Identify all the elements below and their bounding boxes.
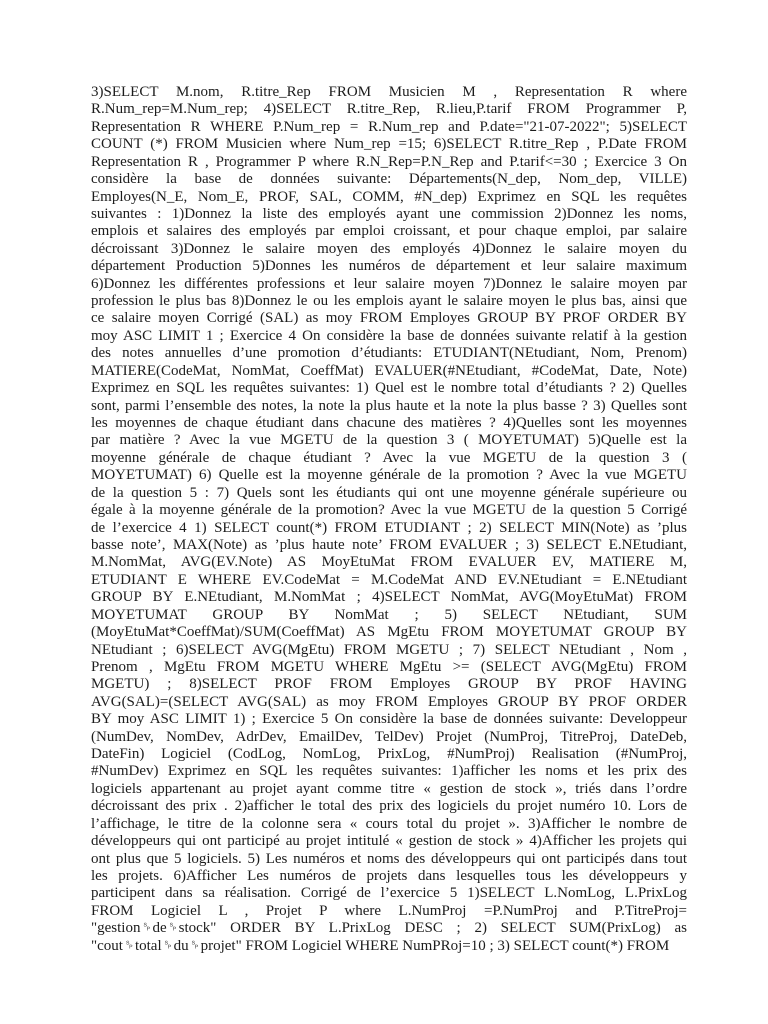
text-line: Representation R WHERE P.Num_rep = R.Num_rep and P.date="21-07-2022"; 5)SELECT (91, 118, 687, 135)
text-line: DateFin) Logiciel (CodLog, NomLog, PrixLog, #NumProj) Realisation (#NumProj, (91, 746, 687, 763)
text-line: Exprimez en SQL les requêtes suivantes: 1) Quel est le nombre total d’étudiants ? 2) Quelles (91, 380, 687, 397)
text-line: MGETU) ; 8)SELECT PROF FROM Employes GROUP BY PROF HAVING (91, 676, 687, 693)
text-line: R.Num_rep=M.Num_rep; 4)SELECT R.titre_Rep, R.lieu,P.tarif FROM Programmer P, (91, 101, 687, 118)
text-line: moy ASC LIMIT 1 ; Exercice 4 On considère la base de données suivante relatif à la gestion (91, 327, 687, 344)
text-line: 3)SELECT M.nom, R.titre_Rep FROM Musicien M , Representation R where (91, 84, 687, 100)
text-line: basse note’, MAX(Note) as ’plus haute note’ FROM EVALUER ; 3) SELECT E.NEtudiant, (91, 536, 687, 553)
text-line: les projets. 6)Afficher Les numéros de projets dans lesquelles tous les développeurs y (91, 867, 687, 884)
text-line: FROM Logiciel L , Projet P where L.NumProj =P.NumProj and P.TitreProj= (91, 902, 687, 919)
text-line: considère la base de données suivante: Départements(N_dep, Nom_dep, VILLE) (91, 171, 687, 188)
text-line: (NumDev, NomDev, AdrDev, EmailDev, TelDev) Projet (NumProj, TitreProj, DateDeb, (91, 728, 687, 745)
text-line: développeurs qui ont participé au projet intitulé « gestion de stock » 4)Afficher les projets qui (91, 833, 687, 850)
text-line: NEtudiant ; 6)SELECT AVG(MgEtu) FROM MGETU ; 7) SELECT NEtudiant , Nom , (91, 641, 687, 658)
text-line: par matière ? Avec la vue MGETU de la question 3 ( MOYETUMAT) 5)Quelle est la (91, 432, 687, 449)
text-line: Prenom , MgEtu FROM MGETU WHERE MgEtu >= (SELECT AVG(MgEtu) FROM (91, 658, 687, 675)
text-line: MATIERE(CodeMat, NomMat, CoeffMat) EVALUER(#NEtudiant, #CodeMat, Date, Note) (91, 362, 687, 379)
text-line: des notes annuelles d’une promotion d’étudiants: ETUDIANT(NEtudiant, Nom, Prenom) (91, 345, 687, 362)
text-line: de l’exercice 4 1) SELECT count(*) FROM ETUDIANT ; 2) SELECT MIN(Note) as ’plus (91, 519, 687, 536)
text-line: ce salaire moyen Corrigé (SAL) as moy FROM Employes GROUP BY PROF ORDER BY (91, 310, 687, 327)
document-body-text (91, 84, 687, 955)
text-line: les moyennes de chaque étudiant dans chacune des matières ? 4)Quelles sont les moyennes (91, 415, 687, 432)
text-line: participent dans sa réalisation. Corrigé de l’exercice 5 1)SELECT L.NomLog, L.PrixLog (91, 885, 687, 902)
text-line: égale à la moyenne générale de la promotion? Avec la vue MGETU de la question 5 Corrigé (91, 502, 687, 519)
text-line: décroissant des prix . 2)afficher le total des prix des logiciels du projet numéro 10. Lors de (91, 798, 687, 815)
text-line: AVG(SAL)=(SELECT AVG(SAL) as moy FROM Employes GROUP BY PROF ORDER (91, 693, 687, 710)
text-line: décroissant 3)Donnez le salaire moyen des employés 4)Donnez le salaire moyen du (91, 240, 687, 257)
text-line: logiciels appartenant au projet ayant comme titre « gestion de stock », triés dans l’ordre (91, 780, 687, 797)
text-line: COUNT (*) FROM Musicien where Num_rep =15; 6)SELECT R.titre_Rep , P.Date FROM (91, 136, 687, 153)
text-line: ont plus que 5 logiciels. 5) Les numéros et noms des développeurs qui ont participés dans tout (91, 850, 687, 867)
text-line: moyenne générale de chaque étudiant ? Avec la vue MGETU de la question 3 ( (91, 449, 687, 466)
text-line: #NumDev) Exprimez en SQL les requêtes suivantes: 1)afficher les noms et les prix des (91, 763, 687, 780)
text-line: (MoyEtuMat*CoeffMat)/SUM(CoeffMat) AS MgEtu FROM MOYETUMAT GROUP BY (91, 624, 687, 641)
text-line: MOYETUMAT GROUP BY NomMat ; 5) SELECT NEtudiant, SUM (91, 606, 687, 623)
text-line: 6)Donnez les différentes professions et leur salaire moyen 7)Donnez le salaire moyen par (91, 275, 687, 292)
text-line: ETUDIANT E WHERE EV.CodeMat = M.CodeMat AND EV.NEtudiant = E.NEtudiant (91, 571, 687, 588)
text-line: MOYETUMAT) 6) Quelle est la moyenne générale de la promotion ? Avec la vue MGETU (91, 467, 687, 484)
text-line: GROUP BY E.NEtudiant, M.NomMat ; 4)SELECT NomMat, AVG(MoyEtuMat) FROM (91, 589, 687, 606)
text-line: département Production 5)Donnes les numéros de département et leur salaire maximum (91, 258, 687, 275)
text-line: emplois et salaires des employés par emploi croissant, et pour chaque emploi, par salaire (91, 223, 687, 240)
text-line: suivantes : 1)Donnez la liste des employés ayant une commission 2)Donnez les noms, (91, 205, 687, 222)
text-line: l’affichage, le titre de la colonne sera « cours total du projet ». 3)Afficher le nombre de (91, 815, 687, 832)
text-line: de la question 5 : 7) Quels sont les étudiants qui ont une moyenne générale supérieure ou (91, 484, 687, 501)
text-line: "gestion␠de␠stock" ORDER BY L.PrixLog DESC ; 2) SELECT SUM(PrixLog) as (91, 920, 687, 937)
text-line: Employes(N_E, Nom_E, PROF, SAL, COMM, #N_dep) Exprimez en SQL les requêtes (91, 188, 687, 205)
text-line: sont, parmi l’ensemble des notes, la note la plus haute et la note la plus basse ? 3) Quelles sont (91, 397, 687, 414)
text-line: profession le plus bas 8)Donnez le ou les emplois ayant le salaire moyen le plus bas, ainsi que (91, 293, 687, 310)
text-line: BY moy ASC LIMIT 1) ; Exercice 5 On considère la base de données suivante: Developpeur (91, 711, 687, 728)
text-line: "cout␠total␠du␠projet" FROM Logiciel WHERE NumPRoj=10 ; 3) SELECT count(*) FROM (91, 937, 670, 954)
text-line: Representation R , Programmer P where R.N_Rep=P.N_Rep and P.tarif<=30 ; Exercice 3 On (91, 153, 687, 170)
text-line: M.NomMat, AVG(EV.Note) AS MoyEtuMat FROM EVALUER EV, MATIERE M, (91, 554, 687, 571)
